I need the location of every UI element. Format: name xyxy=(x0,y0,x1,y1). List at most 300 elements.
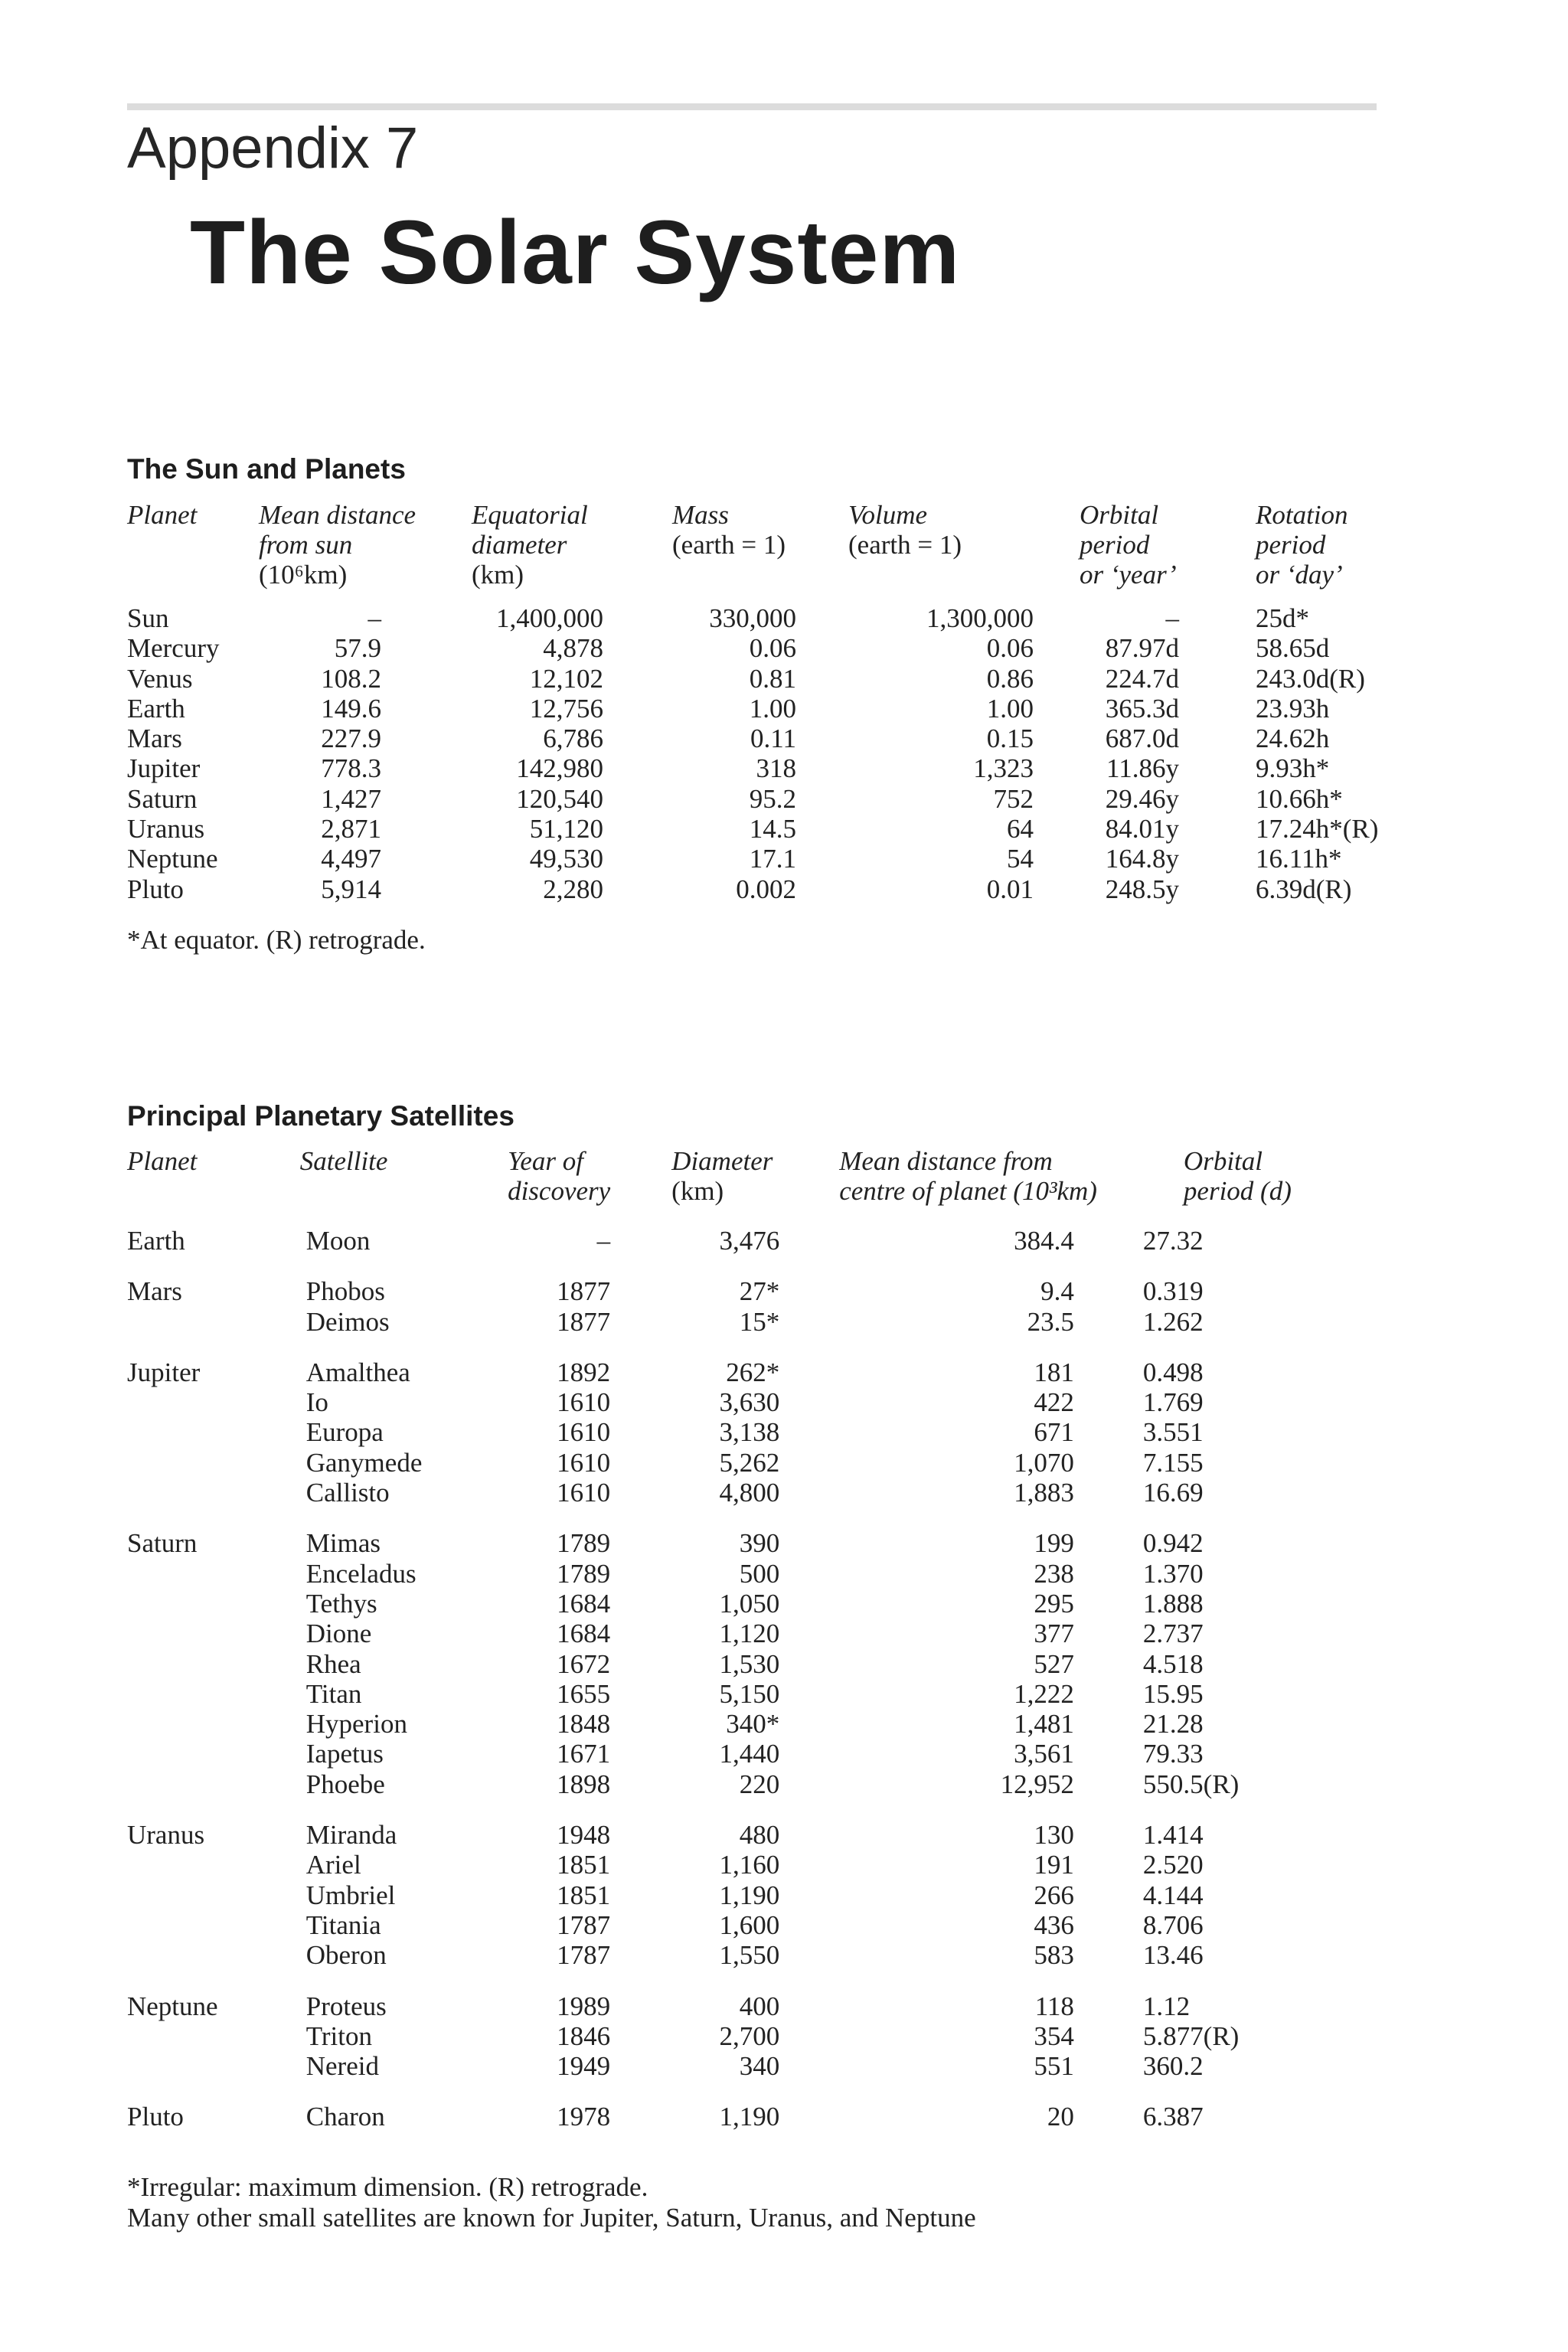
sat-cell-period: 27.32 xyxy=(1142,1226,1204,1256)
sat-cell-planet: Jupiter xyxy=(127,1357,201,1387)
sat-cell-diameter: 2,700 xyxy=(719,2020,780,2051)
sat-cell-diameter: 4,800 xyxy=(719,1478,780,1508)
sat-cell-distance: 266 xyxy=(1034,1880,1074,1910)
sat-cell-diameter: 1,550 xyxy=(719,1940,780,1971)
planet-cell-orbital: 11.86y xyxy=(1106,753,1179,784)
sat-cell-satellite: Titania xyxy=(305,1909,381,1940)
sat-cell-satellite: Proteus xyxy=(305,1991,387,2021)
sat-cell-distance: 20 xyxy=(1047,2102,1074,2132)
table-row xyxy=(127,1619,1383,1648)
sat-cell-satellite: Ganymede xyxy=(305,1447,423,1478)
sat-cell-distance: 191 xyxy=(1034,1850,1074,1880)
sat-cell-distance: 1,883 xyxy=(1014,1478,1074,1508)
table-row xyxy=(127,1387,1383,1417)
sat-cell-year: 1898 xyxy=(557,1769,611,1799)
sat-cell-year: 1610 xyxy=(557,1387,611,1418)
table-row xyxy=(127,1649,1383,1679)
planet-cell-mass: 0.81 xyxy=(749,663,796,694)
sat-cell-period: 550.5(R) xyxy=(1142,1769,1240,1799)
sat-cell-satellite: Oberon xyxy=(305,1940,387,1971)
planet-cell-volume: 64 xyxy=(1007,814,1034,844)
sat-cell-diameter: 1,190 xyxy=(719,2102,780,2132)
planet-cell-orbital: 687.0d xyxy=(1105,724,1179,754)
planet-cell-diameter: 49,530 xyxy=(529,844,603,874)
sat-cell-distance: 3,561 xyxy=(1014,1739,1074,1769)
planet-cell-planet: Mars xyxy=(127,724,182,754)
table-row xyxy=(127,1880,1383,1910)
sat-cell-diameter: 480 xyxy=(739,1820,780,1851)
sat-cell-distance: 118 xyxy=(1034,1991,1074,2021)
planet-cell-rotation: 25d* xyxy=(1256,603,1309,633)
sat-cell-diameter: 1,190 xyxy=(719,1880,780,1910)
table-row xyxy=(127,784,1390,814)
sat-cell-period: 2.737 xyxy=(1142,1619,1204,1649)
sat-cell-year: 1789 xyxy=(557,1558,611,1589)
table-row xyxy=(127,1850,1383,1880)
table-row xyxy=(127,1940,1383,1970)
sat-period-header: Orbital xyxy=(1183,1146,1263,1176)
planet-cell-planet: Earth xyxy=(127,693,185,724)
sat-cell-distance: 671 xyxy=(1034,1417,1074,1448)
planet-cell-rotation: 58.65d xyxy=(1256,633,1330,664)
planet-cell-diameter: 120,540 xyxy=(516,783,603,814)
sat-cell-planet xyxy=(127,2021,300,2051)
planets-header-row-1 xyxy=(127,500,1390,530)
table-row xyxy=(127,1991,1383,2021)
sat-diameter-header-2: (km) xyxy=(671,1176,724,1206)
table-row xyxy=(127,1769,1383,1799)
planet-cell-mass: 330,000 xyxy=(709,603,796,633)
sat-cell-distance: 551 xyxy=(1034,2051,1074,2082)
planet-cell-planet: Venus xyxy=(127,663,193,694)
sat-cell-diameter: 3,138 xyxy=(719,1417,780,1448)
sat-cell-period: 3.551 xyxy=(1142,1417,1204,1448)
sat-cell-satellite: Ariel xyxy=(305,1850,361,1880)
rotation-header-3: or ‘day’ xyxy=(1256,560,1343,590)
sat-cell-year: 1672 xyxy=(557,1648,611,1679)
sat-cell-planet xyxy=(127,1387,300,1417)
sat-cell-distance: 527 xyxy=(1034,1648,1074,1679)
planet-cell-rotation: 16.11h* xyxy=(1256,844,1342,874)
sat-cell-year: 1851 xyxy=(557,1850,611,1880)
table-row xyxy=(127,1226,1383,1256)
sat-cell-period: 7.155 xyxy=(1142,1447,1204,1478)
sat-cell-planet xyxy=(127,1417,300,1447)
table-row xyxy=(127,1820,1383,1850)
planet-cell-volume: 0.15 xyxy=(986,724,1034,754)
sat-cell-diameter: 340* xyxy=(726,1709,780,1740)
planet-cell-rotation: 17.24h*(R) xyxy=(1256,814,1379,844)
sat-cell-diameter: 262* xyxy=(726,1357,780,1387)
planet-cell-planet: Saturn xyxy=(127,783,198,814)
table-row xyxy=(127,1739,1383,1769)
sat-cell-distance: 1,222 xyxy=(1014,1678,1074,1709)
sat-cell-year: – xyxy=(596,1226,611,1256)
planet-cell-orbital: 84.01y xyxy=(1105,814,1179,844)
sat-cell-satellite: Amalthea xyxy=(305,1357,410,1387)
table-row xyxy=(127,753,1390,783)
diameter-header: Equatorial xyxy=(472,500,588,530)
distance-header-2: from sun xyxy=(259,530,353,560)
table-row xyxy=(127,1478,1383,1508)
planet-cell-rotation: 10.66h* xyxy=(1256,783,1343,814)
diameter-header-3: (km) xyxy=(472,560,524,590)
sat-cell-planet xyxy=(127,2051,300,2081)
top-rule xyxy=(127,103,1377,110)
sat-cell-period: 4.518 xyxy=(1142,1648,1204,1679)
planet-cell-orbital: 29.46y xyxy=(1105,783,1179,814)
table-row xyxy=(127,874,1390,904)
table-row xyxy=(127,664,1390,694)
sat-cell-period: 4.144 xyxy=(1142,1880,1204,1910)
table-row xyxy=(127,1910,1383,1940)
appendix-label: Appendix 7 xyxy=(127,116,419,181)
planet-cell-volume: 54 xyxy=(1007,844,1034,874)
sat-cell-diameter: 1,530 xyxy=(719,1648,780,1679)
sat-cell-period: 79.33 xyxy=(1142,1739,1204,1769)
sat-cell-year: 1949 xyxy=(557,2051,611,2082)
rotation-header-2: period xyxy=(1256,530,1326,560)
planet-cell-diameter: 2,280 xyxy=(543,874,603,904)
sat-cell-year: 1787 xyxy=(557,1940,611,1971)
table-row xyxy=(127,1679,1383,1709)
sat-cell-satellite: Enceladus xyxy=(305,1558,416,1589)
planets-footnote: *At equator. (R) retrograde. xyxy=(127,925,426,955)
sat-cell-year: 1610 xyxy=(557,1417,611,1448)
sat-cell-distance: 436 xyxy=(1034,1909,1074,1940)
sat-cell-satellite: Nereid xyxy=(305,2051,379,2082)
table-row xyxy=(127,2051,1383,2081)
sat-cell-satellite: Hyperion xyxy=(305,1709,407,1740)
sat-cell-period: 0.498 xyxy=(1142,1357,1204,1387)
table-row xyxy=(127,2102,1383,2132)
sat-cell-diameter: 5,150 xyxy=(719,1678,780,1709)
sat-cell-satellite: Umbriel xyxy=(305,1880,396,1910)
sat-cell-distance: 181 xyxy=(1034,1357,1074,1387)
sat-cell-period: 1.769 xyxy=(1142,1387,1204,1418)
sat-cell-distance: 422 xyxy=(1034,1387,1074,1418)
planet-cell-volume: 0.86 xyxy=(986,663,1034,694)
mass-header: Mass xyxy=(672,500,729,530)
planet-cell-orbital: 164.8y xyxy=(1105,844,1179,874)
sat-cell-diameter: 1,120 xyxy=(719,1619,780,1649)
planet-cell-planet: Mercury xyxy=(127,633,220,664)
sat-cell-distance: 354 xyxy=(1034,2020,1074,2051)
table-row xyxy=(127,1528,1383,1558)
sat-cell-diameter: 1,600 xyxy=(719,1909,780,1940)
table-row xyxy=(127,1559,1383,1589)
planet-cell-distance: – xyxy=(368,603,381,633)
sat-cell-period: 1.888 xyxy=(1142,1588,1204,1619)
sat-cell-period: 15.95 xyxy=(1142,1678,1204,1709)
sat-cell-distance: 238 xyxy=(1034,1558,1074,1589)
sat-cell-diameter: 340 xyxy=(739,2051,780,2082)
table-row xyxy=(127,724,1390,753)
sat-cell-year: 1610 xyxy=(557,1478,611,1508)
planet-cell-mass: 95.2 xyxy=(749,783,796,814)
sat-cell-planet xyxy=(127,1448,300,1478)
sat-cell-planet: Mars xyxy=(127,1276,182,1307)
sat-cell-planet xyxy=(127,1709,300,1739)
satellite-header: Satellite xyxy=(299,1146,388,1176)
planet-cell-volume: 0.01 xyxy=(986,874,1034,904)
table-row xyxy=(127,1307,1383,1337)
planets-header-row-3 xyxy=(127,560,1390,590)
sat-distance-header: Mean distance from xyxy=(839,1146,1053,1176)
sat-cell-year: 1671 xyxy=(557,1739,611,1769)
year-header-2: discovery xyxy=(508,1176,611,1206)
sat-cell-period: 0.319 xyxy=(1142,1276,1204,1307)
sat-cell-distance: 1,070 xyxy=(1014,1447,1074,1478)
sat-cell-distance: 130 xyxy=(1034,1820,1074,1851)
sat-cell-planet xyxy=(127,1679,300,1709)
sat-cell-period: 2.520 xyxy=(1142,1850,1204,1880)
sat-cell-year: 1789 xyxy=(557,1528,611,1559)
distance-header: Mean distance xyxy=(259,500,416,530)
planet-cell-volume: 1,323 xyxy=(973,753,1034,784)
planets-table xyxy=(127,500,1390,904)
sat-diameter-header: Diameter xyxy=(671,1146,773,1176)
sat-cell-diameter: 220 xyxy=(739,1769,780,1799)
sat-cell-satellite: Callisto xyxy=(305,1478,390,1508)
table-row xyxy=(127,1709,1383,1739)
sat-cell-year: 1787 xyxy=(557,1909,611,1940)
sat-cell-satellite: Tethys xyxy=(305,1588,377,1619)
planet-cell-mass: 17.1 xyxy=(749,844,796,874)
table-row xyxy=(127,1357,1383,1387)
sat-cell-satellite: Phobos xyxy=(305,1276,385,1307)
planet-cell-orbital: 224.7d xyxy=(1105,663,1179,694)
sat-cell-diameter: 15* xyxy=(739,1306,780,1337)
sat-cell-year: 1948 xyxy=(557,1820,611,1851)
satellites-footnote-1: *Irregular: maximum dimension. (R) retrograde. xyxy=(127,2172,648,2202)
satellites-header-row-2 xyxy=(127,1176,1383,1206)
planet-cell-diameter: 142,980 xyxy=(516,753,603,784)
sat-period-header-2: period (d) xyxy=(1183,1176,1292,1206)
sat-cell-planet: Pluto xyxy=(127,2102,184,2132)
sat-cell-period: 1.414 xyxy=(1142,1820,1204,1851)
planet-cell-mass: 0.002 xyxy=(736,874,796,904)
table-row xyxy=(127,844,1390,874)
sat-cell-planet xyxy=(127,1850,300,1880)
planet-cell-diameter: 6,786 xyxy=(543,724,603,754)
sat-cell-diameter: 27* xyxy=(739,1276,780,1307)
table-row xyxy=(127,1276,1383,1306)
orbital-header-3: or ‘year’ xyxy=(1080,560,1177,590)
sat-cell-diameter: 3,476 xyxy=(719,1226,780,1256)
sat-cell-period: 1.12 xyxy=(1142,1991,1191,2021)
sat-cell-planet xyxy=(127,1649,300,1679)
sat-cell-year: 1877 xyxy=(557,1276,611,1307)
sat-cell-diameter: 500 xyxy=(739,1558,780,1589)
sat-cell-year: 1848 xyxy=(557,1709,611,1740)
distance-header-3: (10⁶km) xyxy=(259,560,348,590)
planet-cell-volume: 1,300,000 xyxy=(926,603,1034,633)
sat-cell-diameter: 390 xyxy=(739,1528,780,1559)
sat-cell-period: 360.2 xyxy=(1142,2051,1204,2082)
sat-planet-header: Planet xyxy=(127,1146,198,1176)
sat-cell-year: 1851 xyxy=(557,1880,611,1910)
sat-cell-planet xyxy=(127,1739,300,1769)
year-header: Year of xyxy=(508,1146,583,1176)
rotation-header: Rotation xyxy=(1256,500,1348,530)
sat-cell-period: 16.69 xyxy=(1142,1478,1204,1508)
orbital-header-2: period xyxy=(1080,530,1150,560)
sat-cell-year: 1846 xyxy=(557,2020,611,2051)
sat-cell-year: 1892 xyxy=(557,1357,611,1387)
orbital-header: Orbital xyxy=(1080,500,1159,530)
sat-cell-distance: 384.4 xyxy=(1014,1226,1074,1256)
sat-cell-period: 21.28 xyxy=(1142,1709,1204,1740)
planet-cell-planet: Uranus xyxy=(127,814,205,844)
sat-cell-distance: 12,952 xyxy=(1000,1769,1074,1799)
sat-cell-year: 1989 xyxy=(557,1991,611,2021)
sat-cell-satellite: Io xyxy=(305,1387,328,1418)
sat-cell-distance: 377 xyxy=(1034,1619,1074,1649)
sat-cell-distance: 295 xyxy=(1034,1588,1074,1619)
sat-cell-year: 1610 xyxy=(557,1447,611,1478)
planet-cell-distance: 57.9 xyxy=(334,633,381,664)
sat-distance-header-2: centre of planet (10³km) xyxy=(839,1176,1097,1206)
sat-cell-satellite: Triton xyxy=(305,2020,373,2051)
sat-cell-satellite: Miranda xyxy=(305,1820,397,1851)
sat-cell-planet xyxy=(127,1940,300,1970)
satellites-footnote-2: Many other small satellites are known for Jupiter, Saturn, Uranus, and Neptune xyxy=(127,2203,976,2233)
table-row xyxy=(127,814,1390,844)
sat-cell-planet xyxy=(127,1910,300,1940)
planet-cell-mass: 0.06 xyxy=(749,633,796,664)
sat-cell-distance: 199 xyxy=(1034,1528,1074,1559)
planet-cell-planet: Pluto xyxy=(127,874,184,904)
sat-cell-satellite: Europa xyxy=(305,1417,384,1448)
sat-cell-distance: 1,481 xyxy=(1014,1709,1074,1740)
sat-cell-year: 1978 xyxy=(557,2102,611,2132)
planet-cell-distance: 5,914 xyxy=(321,874,381,904)
planet-cell-diameter: 4,878 xyxy=(543,633,603,664)
satellites-section-title: Principal Planetary Satellites xyxy=(127,1100,514,1132)
diameter-header-2: diameter xyxy=(472,530,567,560)
sat-cell-distance: 583 xyxy=(1034,1940,1074,1971)
planet-cell-diameter: 51,120 xyxy=(529,814,603,844)
planet-cell-distance: 108.2 xyxy=(321,663,381,694)
sat-cell-distance: 9.4 xyxy=(1040,1276,1074,1307)
planet-cell-rotation: 23.93h xyxy=(1256,693,1330,724)
planet-cell-orbital: – xyxy=(1165,603,1179,633)
sat-cell-diameter: 5,262 xyxy=(719,1447,780,1478)
sat-cell-period: 1.370 xyxy=(1142,1558,1204,1589)
sat-cell-satellite: Rhea xyxy=(305,1648,361,1679)
planet-cell-distance: 778.3 xyxy=(321,753,381,784)
sat-cell-planet xyxy=(127,1478,300,1508)
sat-cell-period: 5.877(R) xyxy=(1142,2020,1240,2051)
sat-cell-planet xyxy=(127,1559,300,1589)
planet-cell-mass: 0.11 xyxy=(750,724,796,754)
sat-cell-period: 0.942 xyxy=(1142,1528,1204,1559)
volume-header-2: (earth = 1) xyxy=(848,530,962,560)
planet-cell-planet: Jupiter xyxy=(127,753,201,784)
satellites-header-row-1 xyxy=(127,1146,1383,1176)
sat-cell-year: 1877 xyxy=(557,1306,611,1337)
planet-cell-planet: Neptune xyxy=(127,844,218,874)
planet-cell-mass: 14.5 xyxy=(749,814,796,844)
planet-cell-distance: 1,427 xyxy=(321,783,381,814)
table-row xyxy=(127,694,1390,724)
sat-cell-satellite: Titan xyxy=(305,1678,362,1709)
planet-cell-diameter: 12,102 xyxy=(529,663,603,694)
sat-cell-period: 6.387 xyxy=(1142,2102,1204,2132)
sat-cell-period: 8.706 xyxy=(1142,1909,1204,1940)
sat-cell-planet xyxy=(127,1769,300,1799)
planet-cell-rotation: 9.93h* xyxy=(1256,753,1330,784)
planet-cell-diameter: 12,756 xyxy=(529,693,603,724)
planet-cell-mass: 318 xyxy=(756,753,796,784)
sat-cell-planet: Neptune xyxy=(127,1991,218,2021)
planet-header: Planet xyxy=(127,500,198,530)
sat-cell-period: 1.262 xyxy=(1142,1306,1204,1337)
planet-cell-rotation: 24.62h xyxy=(1256,724,1330,754)
sat-cell-planet: Earth xyxy=(127,1226,185,1256)
volume-header: Volume xyxy=(848,500,928,530)
sat-cell-satellite: Mimas xyxy=(305,1528,381,1559)
planet-cell-orbital: 248.5y xyxy=(1105,874,1179,904)
planet-cell-distance: 227.9 xyxy=(321,724,381,754)
sat-cell-year: 1655 xyxy=(557,1678,611,1709)
sat-cell-planet: Saturn xyxy=(127,1528,198,1559)
planet-cell-distance: 149.6 xyxy=(321,693,381,724)
planets-header-row-2 xyxy=(127,530,1390,560)
planet-cell-rotation: 243.0d(R) xyxy=(1256,663,1365,694)
sat-cell-planet xyxy=(127,1619,300,1648)
sat-cell-satellite: Deimos xyxy=(305,1306,390,1337)
planet-cell-orbital: 87.97d xyxy=(1105,633,1179,664)
planet-cell-planet: Sun xyxy=(127,603,169,633)
sat-cell-satellite: Phoebe xyxy=(305,1769,385,1799)
satellites-table xyxy=(127,1146,1383,2132)
planet-cell-volume: 752 xyxy=(993,783,1034,814)
planets-section-title: The Sun and Planets xyxy=(127,453,406,485)
table-row xyxy=(127,2021,1383,2051)
sat-cell-distance: 23.5 xyxy=(1027,1306,1074,1337)
planet-cell-diameter: 1,400,000 xyxy=(496,603,603,633)
sat-cell-diameter: 1,440 xyxy=(719,1739,780,1769)
sat-cell-planet xyxy=(127,1589,300,1619)
table-row xyxy=(127,603,1390,633)
planet-cell-volume: 0.06 xyxy=(986,633,1034,664)
sat-cell-satellite: Moon xyxy=(305,1226,371,1256)
sat-cell-year: 1684 xyxy=(557,1588,611,1619)
sat-cell-diameter: 400 xyxy=(739,1991,780,2021)
table-row xyxy=(127,1448,1383,1478)
table-row xyxy=(127,633,1390,663)
sat-cell-satellite: Charon xyxy=(305,2102,385,2132)
table-row xyxy=(127,1589,1383,1619)
sat-cell-diameter: 1,160 xyxy=(719,1850,780,1880)
sat-cell-diameter: 3,630 xyxy=(719,1387,780,1418)
page-title: The Solar System xyxy=(190,202,961,303)
planet-cell-distance: 4,497 xyxy=(321,844,381,874)
sat-cell-planet xyxy=(127,1880,300,1910)
planet-cell-distance: 2,871 xyxy=(321,814,381,844)
sat-cell-planet: Uranus xyxy=(127,1820,205,1851)
table-row xyxy=(127,1417,1383,1447)
sat-cell-planet xyxy=(127,1307,300,1337)
mass-header-2: (earth = 1) xyxy=(672,530,786,560)
sat-cell-year: 1684 xyxy=(557,1619,611,1649)
sat-cell-period: 13.46 xyxy=(1142,1940,1204,1971)
planet-cell-orbital: 365.3d xyxy=(1105,693,1179,724)
sat-cell-diameter: 1,050 xyxy=(719,1588,780,1619)
planet-cell-mass: 1.00 xyxy=(749,693,796,724)
